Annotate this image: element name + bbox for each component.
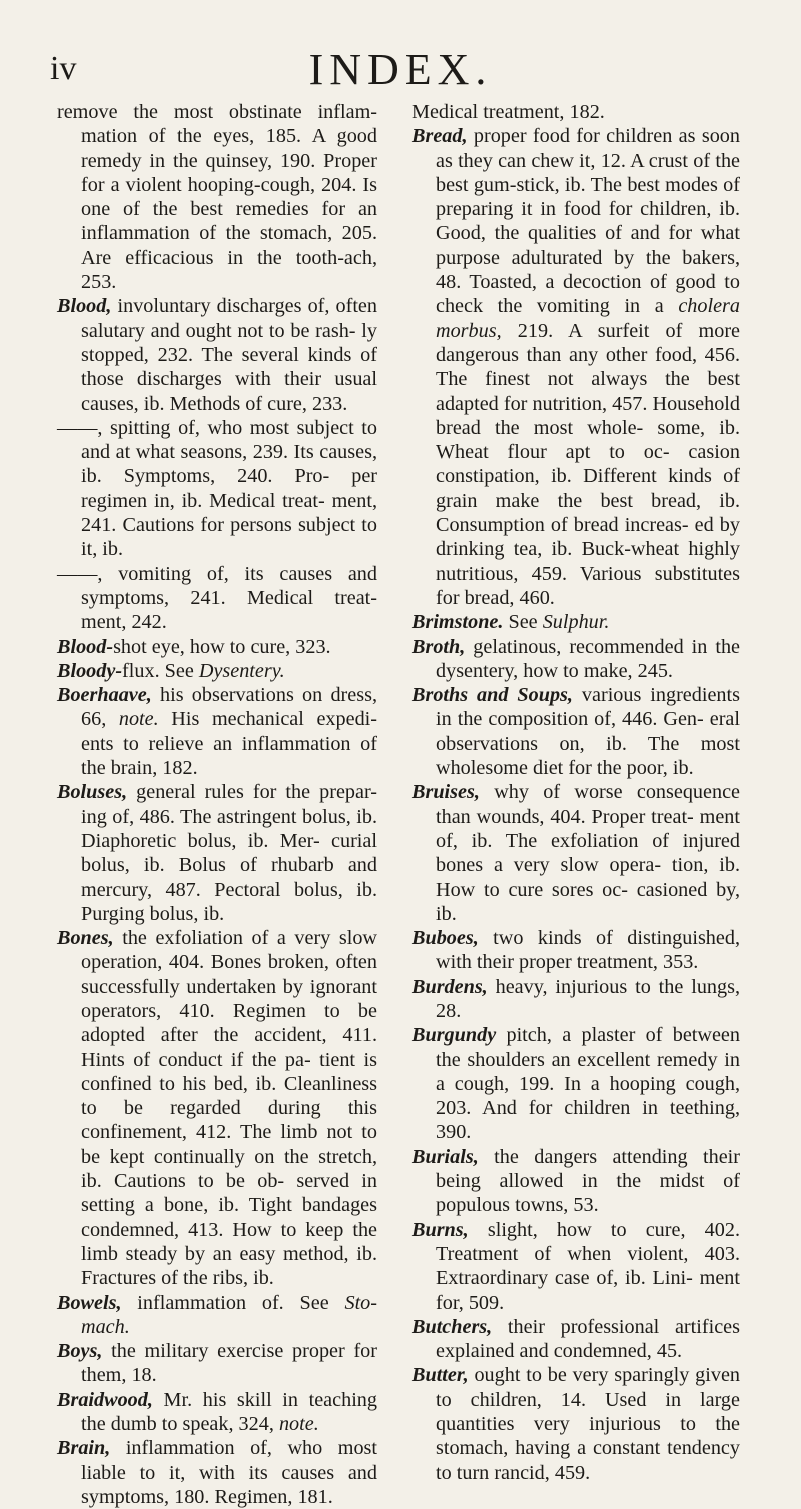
index-entry <box>57 1436 377 1509</box>
entry-text: the exfoliation of a very slow operation, 404. Bones broken, often successfully undertaken by ignorant operators, 410. Regimen to be adopted after the accident, 411. Hints of conduct if the pa- tient is confined to his bed, ib. Cleanliness to be regarded during this confinement, 412. The limb not to be kept continually on the stretch, ib. Cautions to be ob- served in setting a bone, ib. Tight bandages condemned, 413. How to keep the limb steady by an easy method, ib. Fractures of the ribs, ib. <box>81 927 377 1290</box>
entry-text: gelatinous, recommended in the dysentery, how to make, 245. <box>436 635 740 682</box>
entry-headword: Burdens, <box>412 975 488 998</box>
entry-headword: Broth, <box>412 635 466 658</box>
entry-text: slight, how to cure, 402. Treatment of when violent, 403. Extraordinary case of, ib. Lini- ment for, 509. <box>436 1218 740 1314</box>
entry-headword: Blood, <box>57 295 112 318</box>
entry-headword: Bread, <box>412 125 468 148</box>
entry-text: Medical treatment, 182. <box>412 101 605 123</box>
index-entry <box>57 926 377 1290</box>
entry-headword: Boluses, <box>57 781 128 804</box>
entry-text: his observations on dress, 66, <box>81 684 377 731</box>
entry-headword: Broths and Soups, <box>412 684 573 707</box>
index-entry <box>57 780 377 926</box>
index-entry <box>57 683 377 780</box>
entry-text: Mr. his skill in teaching the dumb to speak, 324, <box>81 1388 377 1436</box>
index-entry <box>57 294 377 415</box>
index-column-left <box>57 100 377 1509</box>
index-entry <box>412 1023 740 1144</box>
entry-text: remove the most obstinate inflam- mation of the eyes, 185. A good remedy in the quinsey, 190. Proper for a violent hooping-cough, 204. Is one of the best remedies for an inflammation of the stomach, 205. Are efficacious in the tooth-ach, 253. <box>57 101 377 294</box>
index-entry <box>57 635 377 659</box>
index-entry <box>412 124 740 610</box>
entry-headword: Butchers, <box>412 1315 493 1338</box>
index-entry <box>57 416 377 562</box>
index-entry <box>412 1363 740 1484</box>
entry-text: shot eye, how to cure, 323. <box>113 635 331 658</box>
entry-text: general rules for the prepar- ing of, 486. The astringent bolus, ib. Diaphoretic bolus, ib. Mer- curial bolus, ib. Bolus of rhubarb and mercury, 487. Pectoral bolus, ib. Purging bolus, ib. <box>81 781 377 925</box>
entry-headword: Bones, <box>57 927 114 950</box>
entry-headword: Burns, <box>412 1218 469 1241</box>
index-entry <box>412 683 740 780</box>
entry-text: ——, spitting of, who most subject to and at what seasons, 239. Its causes, ib. Symptoms, 240. Pro- per regimen in, ib. Medical treat- ment, 241. Cautions for persons subject to it, ib. <box>57 416 377 561</box>
entry-text: ought to be very sparingly given to children, 14. Used in large quantities very injurious to the stomach, having a constant tendency to turn rancid, 459. <box>436 1364 740 1484</box>
entry-text: two kinds of distinguished, with their proper treatment, 353. <box>436 927 740 974</box>
index-entry <box>412 100 740 124</box>
entry-cross-reference: Dysentery. <box>198 659 285 682</box>
entry-text: See <box>503 611 543 634</box>
index-column-right <box>412 100 740 1485</box>
entry-cross-reference: Sto- mach. <box>81 1291 377 1338</box>
index-entry <box>412 635 740 684</box>
index-entry <box>57 100 377 294</box>
entry-text: pitch, a plaster of between the shoulders an excellent remedy in a cough, 199. In a hooping cough, 203. And for children in teething, 390. <box>436 1024 740 1144</box>
entry-text: the dangers attending their being allowed in the midst of populous towns, 53. <box>436 1145 740 1217</box>
index-entry <box>412 975 740 1024</box>
index-entry <box>412 1145 740 1218</box>
entry-text: flux. See <box>122 659 199 682</box>
entry-cross-reference: cholera morbus, <box>436 295 740 342</box>
index-entry <box>57 1388 377 1437</box>
entry-text: inflammation of, who most liable to it, with its causes and symptoms, 180. Regimen, 181. <box>81 1437 377 1508</box>
entry-headword: Buboes, <box>412 927 479 950</box>
entry-headword: Brimstone. <box>412 611 504 634</box>
index-entry <box>412 926 740 975</box>
entry-text: proper food for children as soon as they can chew it, 12. A crust of the best gum-stick, ib. The best modes of preparing it in food for children, ib. Good, the qualities of and for what purpose adulturated by the bakers, 48. Toasted, a decoction of good to check the vomiting in a <box>436 125 740 318</box>
page-title: INDEX. <box>308 45 493 94</box>
entry-text: heavy, injurious to the lungs, 28. <box>436 975 740 1022</box>
index-entry <box>412 1218 740 1315</box>
entry-headword: Bruises, <box>412 781 480 804</box>
entry-headword: Burials, <box>412 1145 479 1168</box>
entry-text: inflammation of. See <box>121 1291 345 1314</box>
entry-headword: Blood- <box>57 635 114 658</box>
entry-headword: Bloody- <box>57 659 123 682</box>
entry-text: 219. A surfeit of more dangerous than any other food, 456. The finest not always the best adapted for nutrition, 457. Household bread the most whole- some, ib. Wheat flour apt to oc- casion constipation, ib. Different kinds of grain make the best bread, ib. Consumption of bread increas- ed by drinking tea, ib. Buck-wheat highly nutritious, 459. Various substitutes for bread, 460. <box>436 319 740 609</box>
entry-note-marker: note. <box>278 1413 319 1436</box>
entry-headword: Braidwood, <box>57 1388 153 1411</box>
entry-headword: Bowels, <box>57 1291 122 1314</box>
page-number: iv <box>50 50 77 87</box>
entry-text: why of worse consequence than wounds, 404. Proper treat- ment of, ib. The exfoliation of injured bones a very slow opera- tion, ib. How to cure sores oc- casioned by, ib. <box>436 781 740 925</box>
entry-note-marker: note. <box>118 708 159 731</box>
entry-text: their professional artifices explained and condemned, 45. <box>436 1315 740 1363</box>
entry-text: the military exercise proper for them, 18. <box>81 1340 377 1387</box>
index-entry <box>412 780 740 926</box>
entry-headword: Brain, <box>57 1437 111 1460</box>
index-entry <box>412 1315 740 1364</box>
index-entry <box>57 659 377 683</box>
entry-headword: Boerhaave, <box>57 684 152 707</box>
index-entry <box>412 610 740 634</box>
entry-text: His mechanical expedi- ents to relieve an inflammation of the brain, 182. <box>81 708 377 780</box>
entry-headword: Burgundy <box>412 1024 497 1047</box>
entry-headword: Boys, <box>57 1340 103 1363</box>
entry-text: ——, vomiting of, its causes and symptoms, 241. Medical treat- ment, 242. <box>57 562 377 634</box>
index-entry <box>57 562 377 635</box>
index-entry <box>57 1339 377 1388</box>
entry-text: various ingredients in the composition of, 446. Gen- eral observations on, ib. The most wholesome diet for the poor, ib. <box>436 684 740 780</box>
entry-text: involuntary discharges of, often salutary and ought not to be rash- ly stopped, 232. The several kinds of those discharges with their usual causes, ib. Methods of cure, 233. <box>81 295 377 415</box>
entry-headword: Butter, <box>412 1364 469 1387</box>
entry-cross-reference: Sulphur. <box>542 611 610 634</box>
index-entry <box>57 1291 377 1340</box>
